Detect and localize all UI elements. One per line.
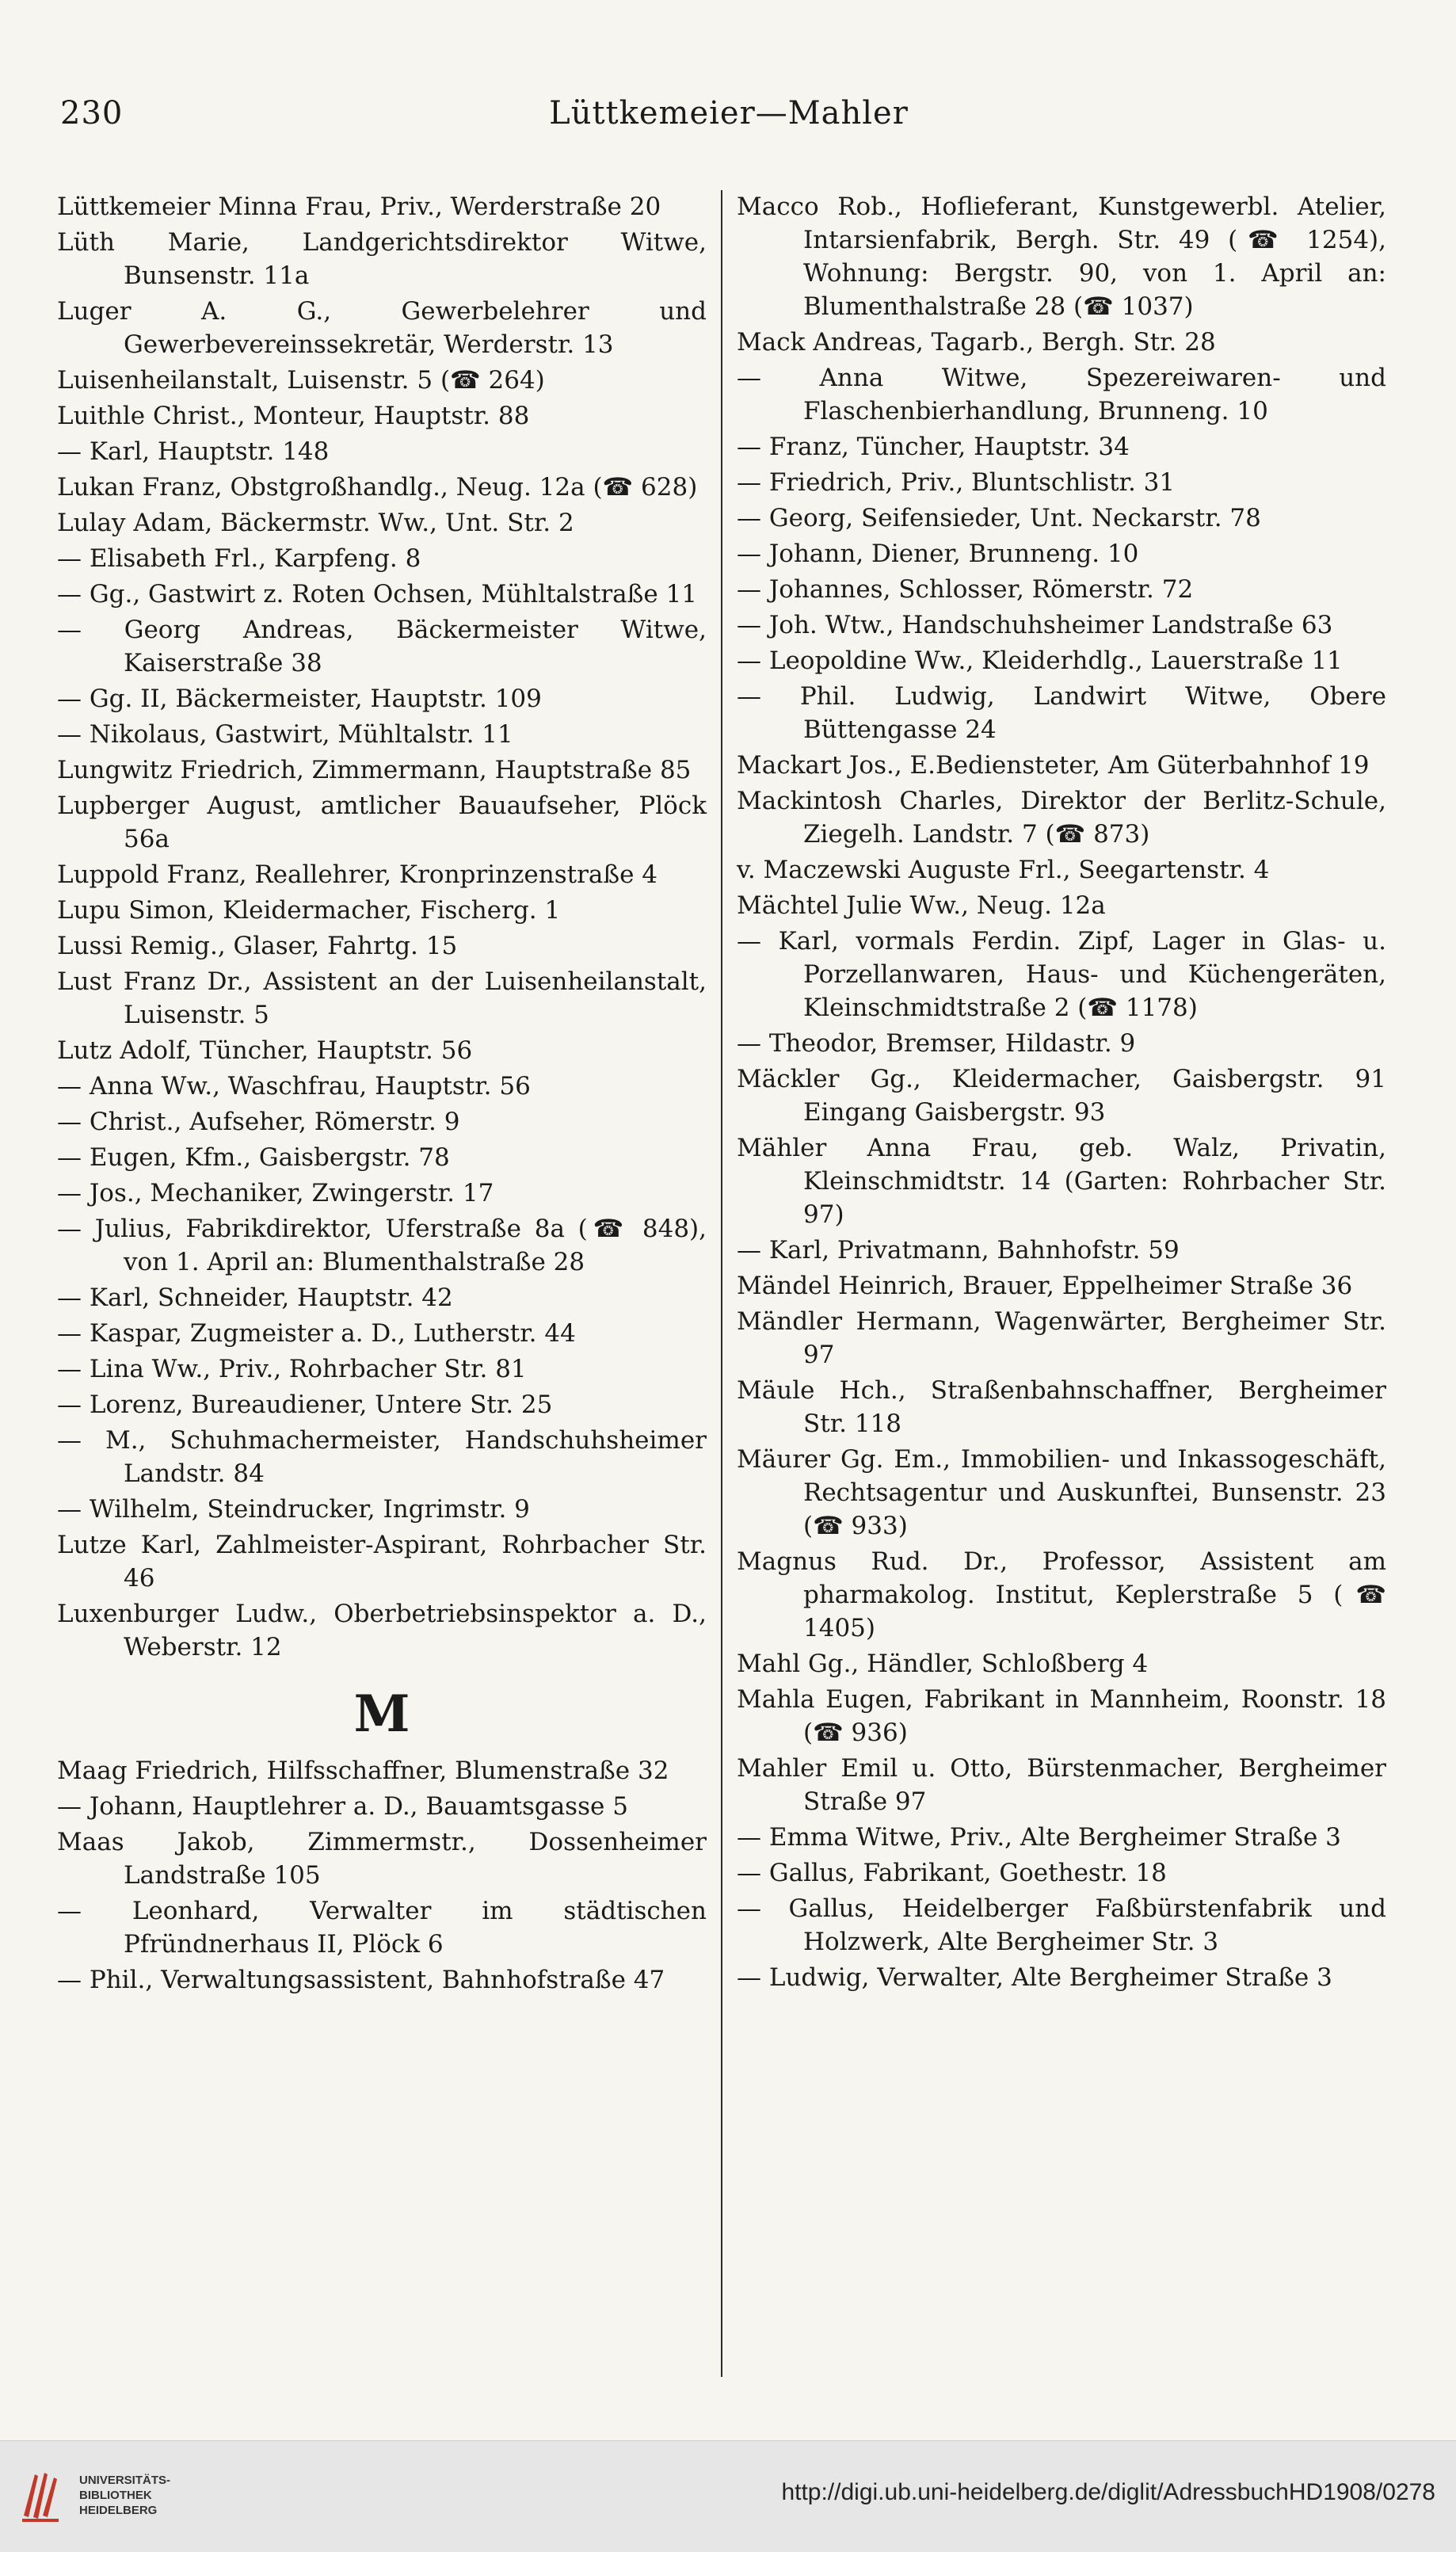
- directory-entry: Mahl Gg., Händler, Schloßberg 4: [737, 1650, 1149, 1678]
- directory-entry: — Johann, Diener, Brunneng. 10: [737, 540, 1139, 568]
- page-header: [60, 95, 1397, 151]
- directory-entry: Lutz Adolf, Tüncher, Hauptstr. 56: [57, 1036, 473, 1065]
- directory-entry: Mahler Emil u. Otto, Bürstenmacher, Bergheimer Straße 97: [737, 1754, 1386, 1816]
- directory-entry: — Georg Andreas, Bäckermeister Witwe, Kaiserstraße 38: [57, 616, 707, 677]
- directory-entry: Mack Andreas, Tagarb., Bergh. Str. 28: [737, 328, 1216, 357]
- directory-entry: — Jos., Mechaniker, Zwingerstr. 17: [57, 1179, 494, 1207]
- directory-entry: Luppold Franz, Reallehrer, Kronprinzenstraße 4: [57, 860, 658, 889]
- directory-entry: — Karl, vormals Ferdin. Zipf, Lager in Glas- u. Porzellanwaren, Haus- und Küchengeräten, Kleinschmidtstraße 2 (☎ 1178): [737, 927, 1386, 1022]
- directory-entry: Luithle Christ., Monteur, Hauptstr. 88: [57, 402, 530, 430]
- directory-entry: Mäckler Gg., Kleidermacher, Gaisbergstr. 91 Eingang Gaisbergstr. 93: [737, 1065, 1386, 1127]
- directory-entry: — Gg., Gastwirt z. Roten Ochsen, Mühltalstraße 11: [57, 580, 698, 608]
- directory-entry: Luisenheilanstalt, Luisenstr. 5 (☎ 264): [57, 366, 545, 395]
- directory-entry: Magnus Rud. Dr., Professor, Assistent am pharmakolog. Institut, Keplerstraße 5 (☎ 1405): [737, 1547, 1386, 1642]
- directory-entry: Lulay Adam, Bäckermstr. Ww., Unt. Str. 2: [57, 509, 574, 537]
- directory-entry: — Leopoldine Ww., Kleiderhdlg., Lauerstraße 11: [737, 647, 1343, 675]
- library-logo-icon: [17, 2466, 63, 2523]
- directory-entry: — Lorenz, Bureaudiener, Untere Str. 25: [57, 1390, 553, 1419]
- directory-entry: — Georg, Seifensieder, Unt. Neckarstr. 78: [737, 504, 1261, 532]
- directory-entry: — Karl, Schneider, Hauptstr. 42: [57, 1284, 453, 1312]
- library-logo-text: [79, 2473, 170, 2518]
- logo-line: BIBLIOTHEK: [79, 2489, 152, 2502]
- directory-entry: Mändel Heinrich, Brauer, Eppelheimer Straße 36: [737, 1272, 1353, 1300]
- directory-entry: Luxenburger Ludw., Oberbetriebsinspektor a. D., Weberstr. 12: [57, 1600, 707, 1661]
- directory-entry: — Anna Witwe, Spezereiwaren- und Flaschenbierhandlung, Brunneng. 10: [737, 364, 1386, 425]
- directory-entry: Lussi Remig., Glaser, Fahrtg. 15: [57, 932, 458, 960]
- directory-entry: — Ludwig, Verwalter, Alte Bergheimer Straße 3: [737, 1963, 1332, 1992]
- left-column: [57, 190, 707, 2377]
- source-url-link[interactable]: http://digi.ub.uni-heidelberg.de/diglit/AdressbuchHD1908/0278: [781, 2479, 1435, 2505]
- directory-entry: Macco Rob., Hoflieferant, Kunstgewerbl. Atelier, Intarsienfabrik, Bergh. Str. 49 (☎ 1254), Wohnung: Bergstr. 90, von 1. April an: Blumenthalstraße 28 (☎ 1037): [737, 193, 1386, 321]
- directory-entry: Lukan Franz, Obstgroßhandlg., Neug. 12a (☎ 628): [57, 473, 698, 502]
- directory-entry: — Phil. Ludwig, Landwirt Witwe, Obere Büttengasse 24: [737, 682, 1386, 744]
- directory-entry: Mackart Jos., E.Bediensteter, Am Güterbahnhof 19: [737, 751, 1370, 780]
- directory-entry: — Eugen, Kfm., Gaisbergstr. 78: [57, 1143, 450, 1172]
- directory-entry: Mahla Eugen, Fabrikant in Mannheim, Roonstr. 18 (☎ 936): [737, 1685, 1386, 1747]
- directory-entry: Lust Franz Dr., Assistent an der Luisenheilanstalt, Luisenstr. 5: [57, 967, 707, 1029]
- directory-entry: — Phil., Verwaltungsassistent, Bahnhofstraße 47: [57, 1966, 665, 1994]
- footer-bar: [0, 2440, 1456, 2552]
- directory-entry: — Franz, Tüncher, Hauptstr. 34: [737, 433, 1130, 461]
- directory-entry: — Emma Witwe, Priv., Alte Bergheimer Straße 3: [737, 1823, 1341, 1852]
- directory-entry: Lupu Simon, Kleidermacher, Fischerg. 1: [57, 896, 561, 925]
- directory-entry: Mäurer Gg. Em., Immobilien- und Inkassogeschäft, Rechtsagentur und Auskunftei, Bunsenstr. 23 (☎ 933): [737, 1445, 1386, 1540]
- directory-entry: — Friedrich, Priv., Bluntschlistr. 31: [737, 468, 1176, 497]
- directory-columns: [57, 190, 1397, 2377]
- directory-entry: — Karl, Privatmann, Bahnhofstr. 59: [737, 1236, 1180, 1265]
- directory-entry: — Karl, Hauptstr. 148: [57, 437, 330, 466]
- directory-entry: Lupberger August, amtlicher Bauaufseher, Plöck 56a: [57, 792, 707, 853]
- directory-entry: — Elisabeth Frl., Karpfeng. 8: [57, 544, 421, 573]
- directory-entry: — Nikolaus, Gastwirt, Mühltalstr. 11: [57, 720, 513, 749]
- directory-entry: Mändler Hermann, Wagenwärter, Bergheimer Str. 97: [737, 1307, 1386, 1369]
- page-number: 230: [60, 95, 124, 132]
- directory-entry: Lutze Karl, Zahlmeister-Aspirant, Rohrbacher Str. 46: [57, 1531, 707, 1593]
- directory-entry: Luger A. G., Gewerbelehrer und Gewerbevereinssekretär, Werderstr. 13: [57, 297, 707, 359]
- directory-entry: — Wilhelm, Steindrucker, Ingrimstr. 9: [57, 1495, 530, 1524]
- logo-line: UNIVERSITÄTS-: [79, 2474, 171, 2487]
- directory-entry: v. Maczewski Auguste Frl., Seegartenstr. 4: [737, 856, 1270, 884]
- directory-entry: — Gg. II, Bäckermeister, Hauptstr. 109: [57, 685, 542, 713]
- directory-entry: Lungwitz Friedrich, Zimmermann, Hauptstraße 85: [57, 756, 692, 784]
- directory-entry: — M., Schuhmachermeister, Handschuhsheimer Landstr. 84: [57, 1426, 707, 1488]
- directory-entry: Mäule Hch., Straßenbahnschaffner, Bergheimer Str. 118: [737, 1376, 1386, 1438]
- directory-entry: — Julius, Fabrikdirektor, Uferstraße 8a (☎ 848), von 1. April an: Blumenthalstraße 28: [57, 1215, 707, 1276]
- column-divider: [721, 190, 722, 2377]
- directory-entry: Mackintosh Charles, Direktor der Berlitz-Schule, Ziegelh. Landstr. 7 (☎ 873): [737, 787, 1386, 849]
- section-letter: M: [353, 1684, 410, 1744]
- directory-entry: Mächtel Julie Ww., Neug. 12a: [737, 891, 1106, 920]
- directory-entry: Maas Jakob, Zimmermstr., Dossenheimer Landstraße 105: [57, 1828, 707, 1890]
- directory-entry: — Anna Ww., Waschfrau, Hauptstr. 56: [57, 1072, 531, 1101]
- directory-entry: Lüth Marie, Landgerichtsdirektor Witwe, Bunsenstr. 11a: [57, 228, 707, 290]
- page-title: Lüttkemeier—Mahler: [549, 95, 909, 132]
- directory-entry: Mähler Anna Frau, geb. Walz, Privatin, Kleinschmidtstr. 14 (Garten: Rohrbacher Str. 97): [737, 1134, 1386, 1229]
- directory-entry: — Lina Ww., Priv., Rohrbacher Str. 81: [57, 1355, 527, 1383]
- logo-line: HEIDELBERG: [79, 2504, 158, 2517]
- directory-entry: — Theodor, Bremser, Hildastr. 9: [737, 1029, 1136, 1058]
- directory-entry: — Christ., Aufseher, Römerstr. 9: [57, 1108, 460, 1136]
- directory-entry: Lüttkemeier Minna Frau, Priv., Werderstraße 20: [57, 193, 661, 221]
- directory-entry: — Johannes, Schlosser, Römerstr. 72: [737, 575, 1194, 604]
- directory-entry: — Leonhard, Verwalter im städtischen Pfründnerhaus II, Plöck 6: [57, 1897, 707, 1959]
- directory-entry: — Gallus, Heidelberger Faßbürstenfabrik und Holzwerk, Alte Bergheimer Str. 3: [737, 1894, 1386, 1956]
- directory-entry: — Joh. Wtw., Handschuhsheimer Landstraße 63: [737, 611, 1333, 639]
- directory-entry: — Kaspar, Zugmeister a. D., Lutherstr. 44: [57, 1319, 576, 1348]
- directory-entry: — Johann, Hauptlehrer a. D., Bauamtsgasse 5: [57, 1792, 628, 1821]
- directory-entry: Maag Friedrich, Hilfsschaffner, Blumenstraße 32: [57, 1757, 669, 1785]
- right-column: [737, 190, 1386, 2377]
- directory-entry: — Gallus, Fabrikant, Goethestr. 18: [737, 1859, 1167, 1887]
